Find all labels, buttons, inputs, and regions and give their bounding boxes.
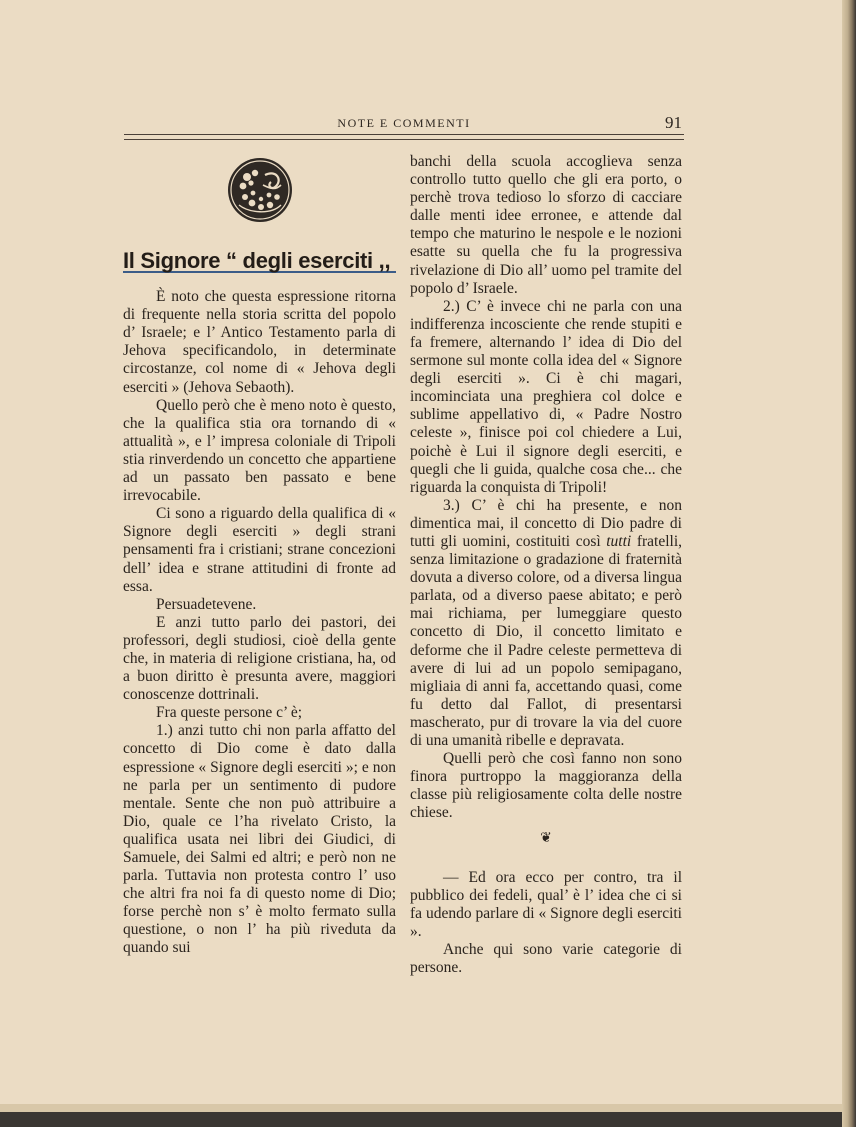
paragraph: Ci sono a riguardo della qualifica di « Signore degli eserciti » degli strani pensamenti fra i cristiani; strane concezioni dell’ idea e strane attitudini di fronte ad essa.	[123, 505, 396, 595]
paragraph: Fra queste persone c’ è;	[156, 704, 303, 722]
paragraph: Quelli però che così fanno non sono finora purtroppo la maggioranza della classe più religiosamente colta delle nostre chiese.	[410, 750, 682, 822]
paragraph-continued: banchi della scuola accoglieva senza controllo tutto quello che gli era porto, o perchè trova tedioso lo sforzo di cacciare dalle menti idee erronee, e attende dal tempo che maturino le nespole e le nozioni esatte su quella che fu la progressiva rivelazione di Dio all’ uomo pel tramite del popolo d’ Israele.	[410, 153, 682, 297]
page-header	[124, 113, 684, 136]
paragraph: — Ed ora ecco per contro, tra il pubblico dei fedeli, qual’ è l’ idea che ci si fa udendo parlare di « Signore degli eserciti ».	[410, 868, 682, 940]
emphasis-text: tutti	[606, 532, 632, 550]
floral-vignette-icon	[225, 155, 295, 225]
section-break-ornament: ❦	[540, 831, 552, 847]
paragraph: E anzi tutto parlo dei pastori, dei professori, degli studiosi, cioè della gente che, in materia di religione cristiana, ha, od a buon diritto è presunta avere, maggiori conoscenze dottrinali.	[123, 613, 396, 704]
paragraph: È noto che questa espressione ritorna di frequente nella storia scritta del popolo d’ Israele; e l’ Antico Testamento parla di Jehova specificandolo, in determinate circostanze, col nome di « Jehova degli eserciti » (Jehova Sebaoth).	[123, 288, 396, 396]
page-number: 91	[665, 113, 682, 132]
page-edge	[842, 0, 856, 1127]
text-run: 3.) C’ è chi ha presente, e non dimentica mai, il concetto di Dio padre di tutti gli uomini, costituiti così	[410, 496, 682, 550]
paragraph: Quello però che è meno noto è questo, che la qualifica stia ora tornando di « attualità », e l’ impresa coloniale di Tripoli stia rinverdendo un concetto che appartiene ad un passato ben passato e bene irrevocabile.	[123, 396, 396, 505]
article-title: Il Signore “ degli eserciti ,,	[123, 252, 396, 273]
paragraph: 1.) anzi tutto chi non parla affatto del concetto di Dio come è dato dalla espressione « Signore degli eserciti »; e non ne parla per un sentimento di pudore mentale. Sente che non può attribuire a Dio, quale ce l’ha rivelato Cristo, la qualifica usata nei libri dei Giudici, di Samuele, dei Salmi ed altri; e però non ne parla. Tuttavia non protesta contro l’ uso che altri fra noi fa di questo nome di Dio; forse perchè non s’ è molto fermato sulla questione, o non l’ ha più riveduta da quando sui	[123, 722, 396, 957]
running-title: NOTE E COMMENTI	[337, 116, 471, 130]
right-column	[410, 153, 682, 977]
text-run: fratelli, senza limitazione o gradazione di fraternità dovuta a diverso colore, od a diversa lingua parlata, od a diverso paese abitato; e però mai richiama, per lumeggiare questo concetto di Dio, il concetto limitato e deforme che il Padre celeste permetteva di avere di lui ad un popolo semipagano, migliaia di anni fa, accettando quasi, come fu detto dal Fallot, di presentarsi mascherato, pur di trovare la via del cuore di una umanità ribelle e depravata.	[410, 532, 682, 749]
ornament-area	[123, 150, 396, 246]
left-column	[123, 150, 396, 958]
paragraph: 2.) C’ è invece chi ne parla con una indifferenza incosciente che rende stupiti e fa fremere, alternando l’ idea di Dio del sermone sul monte colla idea del « Signore degli eserciti ». Ci è chi magari, incominciata una preghiera col dolce e sublime appellativo di, « Padre Nostro celeste », finisce poi col chiedere a Lui, poichè è Lui il signore degli eserciti, e quegli che li guida, qualche cosa che... che riguarda la conquista di Tripoli!	[410, 297, 682, 496]
header-rule	[124, 134, 684, 140]
paragraph: Anche qui sono varie categorie di persone.	[410, 940, 682, 977]
paragraph: Persuadetevene.	[156, 595, 257, 613]
paragraph	[410, 497, 682, 750]
